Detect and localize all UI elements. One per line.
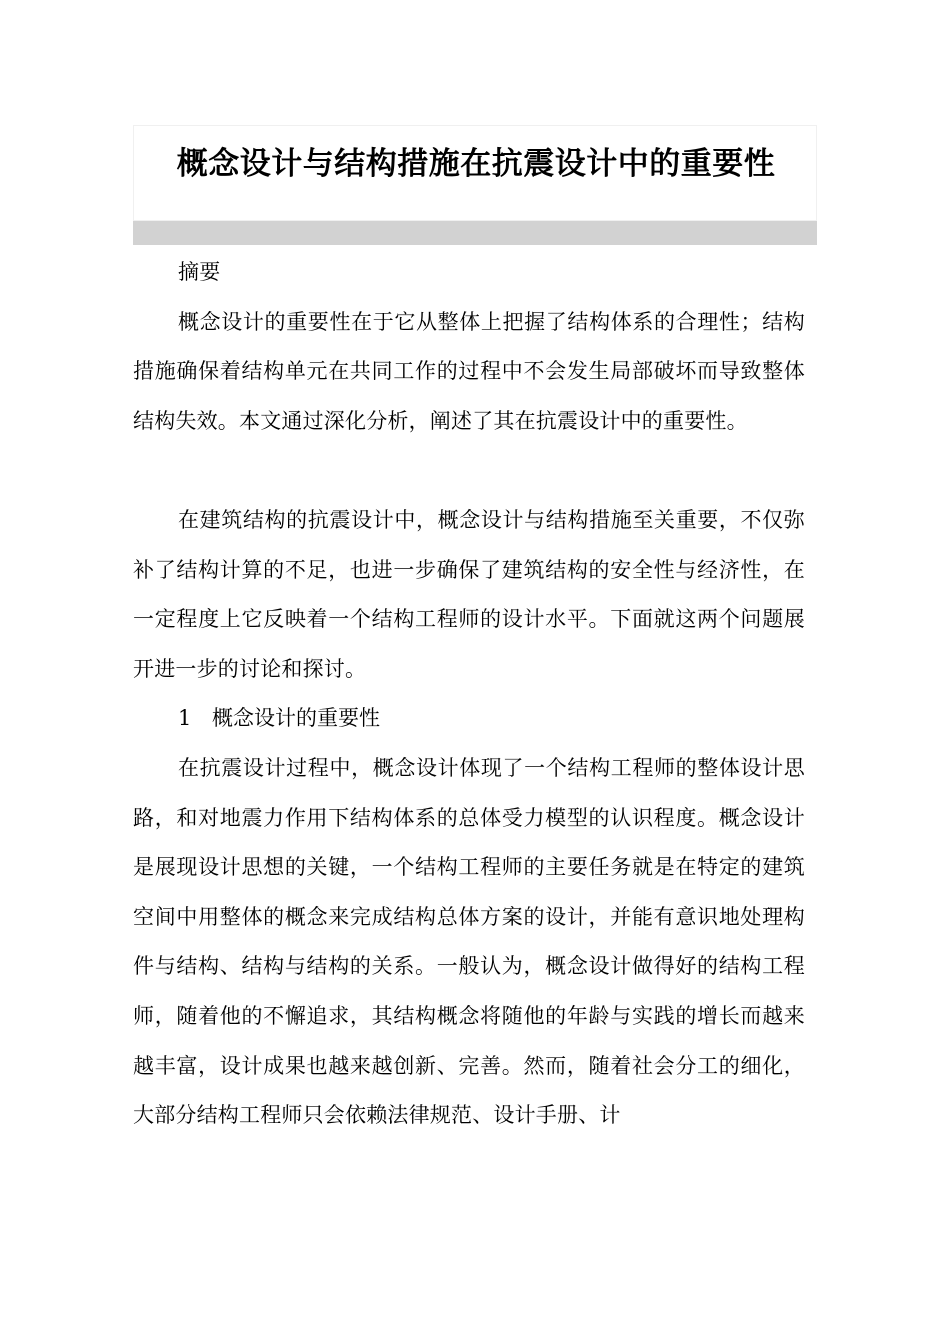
intro-paragraph: 在建筑结构的抗震设计中，概念设计与结构措施至关重要，不仅弥补了结构计算的不足，也进一步确保了建筑结构的安全性与经济性，在一定程度上它反映着一个结构工程师的设计水平。下面就这两个问题展开进一步的讨论和探讨。 [133, 507, 805, 681]
paragraph-spacer [133, 446, 805, 496]
section-title: 概念设计的重要性 [212, 706, 380, 731]
section-paragraph: 在抗震设计过程中，概念设计体现了一个结构工程师的整体设计思路，和对地震力作用下结构体系的总体受力模型的认识程度。概念设计是展现设计思想的关键，一个结构工程师的主要任务就是在特定的建筑空间中用整体的概念来完成结构总体方案的设计，并能有意识地处理构件与结构、结构与结构的关系。一般认为，概念设计做得好的结构工程师，随着他的不懈追求，其结构概念将随他的年龄与实践的增长而越来越丰富，设计成果也越来越创新、完善。然而，随着社会分工的细化，大部分结构工程师只会依赖法律规范、设计手册、计 [133, 755, 805, 1128]
abstract-paragraph: 概念设计的重要性在于它从整体上把握了结构体系的合理性；结构措施确保着结构单元在共同工作的过程中不会发生局部破坏而导致整体结构失效。本文通过深化分析，阐述了其在抗震设计中的重要性。 [133, 309, 805, 433]
section-number: 1 [178, 706, 192, 731]
document-title: 概念设计与结构措施在抗震设计中的重要性 [176, 146, 776, 182]
title-box [133, 125, 817, 221]
abstract-label: 摘要 [178, 260, 221, 284]
document-body [133, 248, 805, 1141]
section-heading [133, 694, 805, 744]
title-underline-bar [133, 221, 817, 245]
